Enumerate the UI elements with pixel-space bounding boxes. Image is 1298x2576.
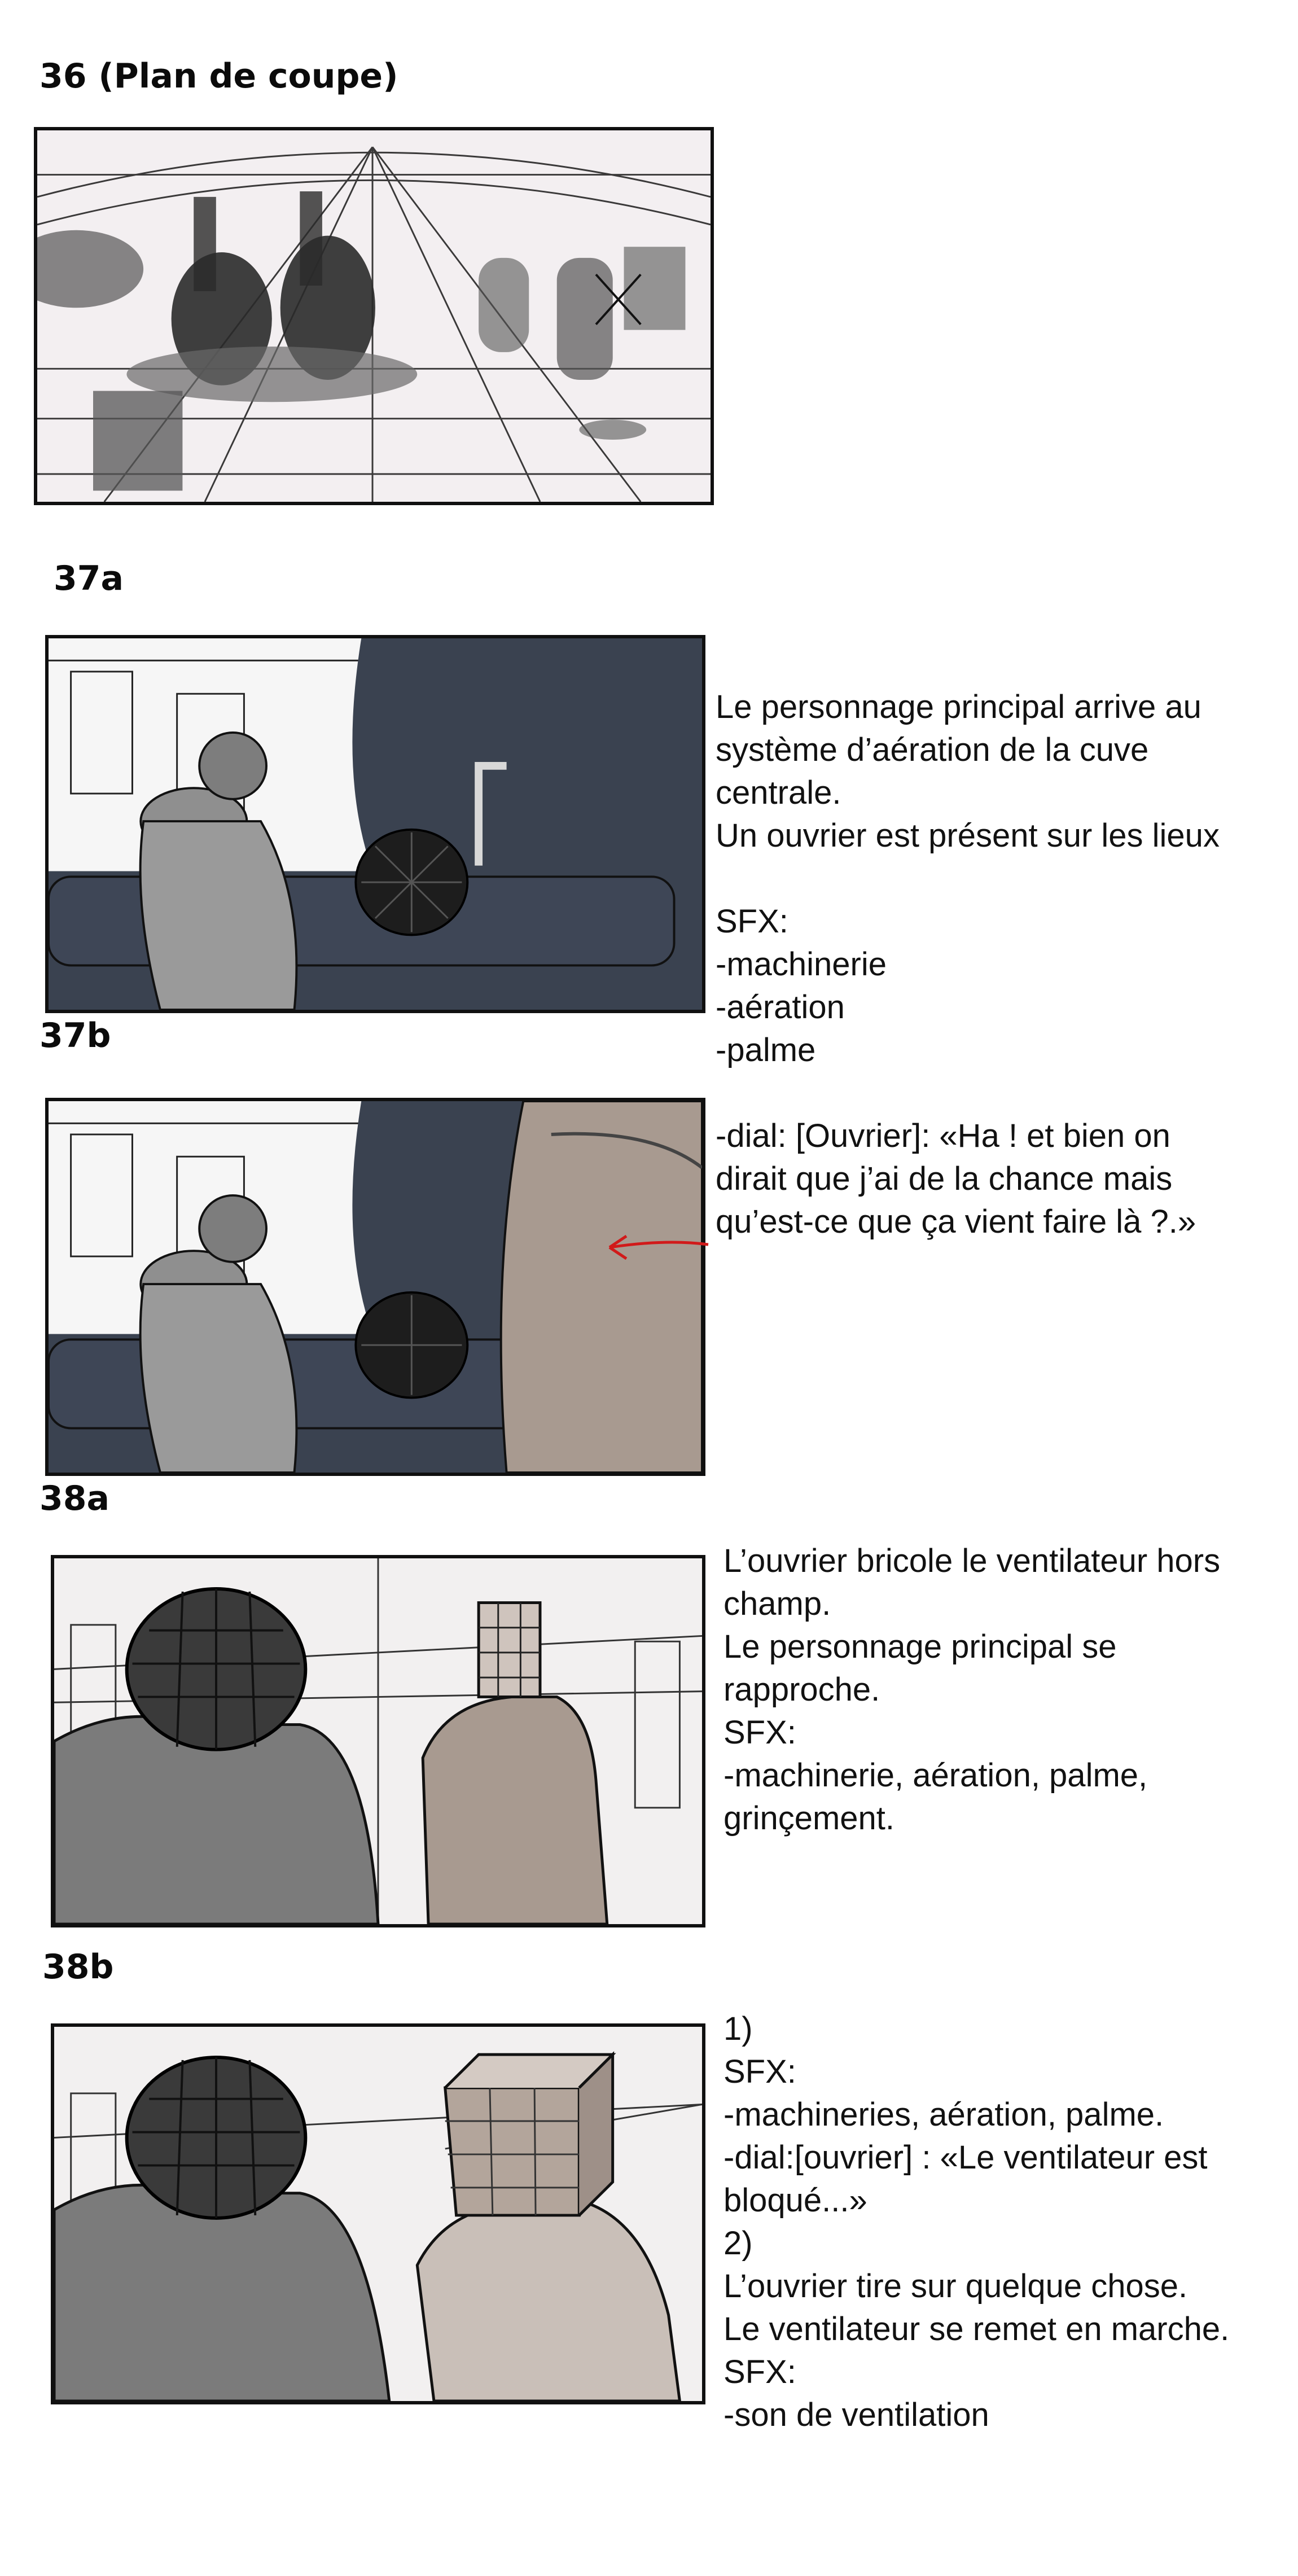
note-line: SFX: bbox=[723, 1714, 796, 1751]
note-line: Le personnage principal se bbox=[723, 1628, 1117, 1665]
panel-label-37a: 37a bbox=[54, 559, 124, 598]
notes-37 bbox=[716, 686, 1220, 1243]
note-line: rapproche. bbox=[723, 1671, 880, 1708]
note-line: grinçement. bbox=[723, 1800, 895, 1837]
note-line: -dial:[ouvrier] : «Le ventilateur est bbox=[723, 2139, 1208, 2176]
note-line: -dial: [Ouvrier]: «Ha ! et bien on bbox=[716, 1118, 1170, 1154]
note-line bbox=[716, 857, 1220, 900]
note-line bbox=[716, 1072, 1220, 1115]
note-line: SFX: bbox=[723, 2354, 796, 2390]
note-line: 1) bbox=[723, 2010, 753, 2047]
panel-38b-drawing bbox=[51, 2023, 705, 2404]
panel-label-37b: 37b bbox=[40, 1016, 111, 1055]
panel-37b-drawing bbox=[45, 1098, 705, 1476]
note-line: Le ventilateur se remet en marche. bbox=[723, 2311, 1230, 2347]
panel-36-drawing bbox=[34, 127, 714, 505]
note-line: SFX: bbox=[716, 903, 788, 940]
panel-37a-drawing bbox=[45, 635, 705, 1013]
note-line: L’ouvrier tire sur quelque chose. bbox=[723, 2268, 1188, 2305]
note-line: dirait que j’ai de la chance mais bbox=[716, 1160, 1173, 1197]
note-line: -machinerie bbox=[716, 946, 887, 983]
note-line: système d’aération de la cuve bbox=[716, 731, 1149, 768]
notes-38b bbox=[723, 2008, 1229, 2437]
note-line: -machinerie, aération, palme, bbox=[723, 1757, 1148, 1794]
direction-arrow-icon bbox=[598, 1222, 711, 1267]
note-line: centrale. bbox=[716, 774, 841, 811]
panel-label-38a: 38a bbox=[40, 1479, 109, 1518]
note-line: 2) bbox=[723, 2225, 753, 2262]
note-line: -machineries, aération, palme. bbox=[723, 2096, 1164, 2133]
note-line: -aération bbox=[716, 989, 845, 1026]
note-line: -palme bbox=[716, 1032, 816, 1068]
note-line: -son de ventilation bbox=[723, 2397, 989, 2433]
panel-38a-drawing bbox=[51, 1555, 705, 1927]
notes-38a bbox=[723, 1540, 1220, 1840]
note-line: L’ouvrier bricole le ventilateur hors bbox=[723, 1543, 1221, 1579]
note-line: Le personnage principal arrive au bbox=[716, 689, 1201, 725]
panel-label-38b: 38b bbox=[42, 1947, 114, 1987]
note-line: Un ouvrier est présent sur les lieux bbox=[716, 817, 1220, 854]
note-line: bloqué...» bbox=[723, 2182, 867, 2219]
note-line: champ. bbox=[723, 1585, 831, 1622]
note-line: SFX: bbox=[723, 2053, 796, 2090]
note-line: qu’est-ce que ça vient faire là ?.» bbox=[716, 1203, 1196, 1240]
panel-label-36: 36 (Plan de coupe) bbox=[40, 56, 398, 96]
